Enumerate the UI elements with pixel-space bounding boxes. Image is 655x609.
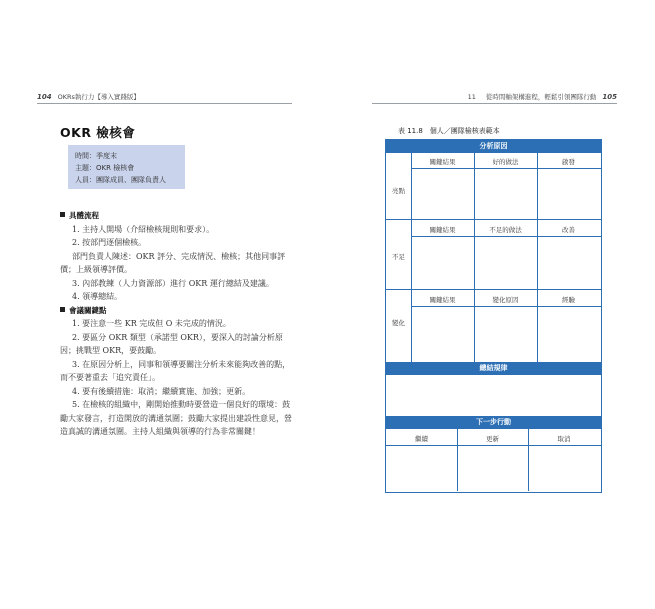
col-label-inspiration: 啟發 (562, 158, 575, 166)
process-paragraph: 2. 按部門逐個檢核。 (72, 238, 147, 247)
meeting-info-box (68, 145, 185, 189)
col-label-experience: 經驗 (562, 296, 575, 304)
process-section (60, 209, 292, 439)
right-page-header (468, 92, 617, 101)
book-title: OKRs執行力【導入實踐版】 (57, 93, 140, 101)
section-title: OKR 檢核會 (60, 125, 136, 140)
info-people: 人員：團隊成員、團隊負責人 (75, 176, 166, 184)
chapter-number: 11 (467, 93, 476, 101)
col-label-improve: 改善 (562, 226, 575, 234)
left-page-number: 104 (37, 93, 52, 101)
bullet-square-icon (60, 212, 65, 217)
key-points-heading: 會議關鍵點 (60, 304, 292, 318)
col-label-cancel: 取消 (557, 435, 571, 443)
review-template-table (385, 139, 602, 493)
process-paragraph: 3. 內部教練（人力資源部）進行 OKR 運行總結及建議。 (72, 278, 274, 288)
row-divider (411, 236, 601, 237)
row-divider (386, 445, 601, 446)
section-divider (386, 289, 601, 290)
next-steps-header: 下一步行動 (386, 416, 601, 429)
analysis-header: 分析原因 (386, 140, 601, 153)
process-paragraph: 1. 主持人開場（介紹檢核規則和要求）。 (72, 224, 215, 234)
col-label-shortfall: 不足的做法 (489, 226, 522, 234)
right-header-rule (372, 103, 617, 104)
table-caption: 表 11.8 個人／團隊檢核表範本 (398, 127, 500, 135)
left-header-rule (37, 103, 292, 104)
summary-header: 總結規律 (386, 362, 601, 375)
col-label-key-result: 關鍵結果 (429, 296, 456, 304)
row-label-shortfalls: 不足 (392, 253, 405, 261)
key-point-paragraph: 2. 要區分 OKR 類型（承諾型 OKR），要深入的討論分析原因；挑戰型 OKR，要鼓勵。 (60, 332, 283, 355)
col-label-update: 更新 (486, 435, 499, 443)
process-heading: 具體流程 (60, 209, 292, 223)
bullet-square-icon (60, 307, 65, 312)
chapter-title: 從時間軸架構進程，輕鬆引領團隊行動 (485, 93, 597, 101)
right-page-number: 105 (602, 93, 617, 101)
info-time: 時間：季度末 (75, 152, 117, 160)
section-divider (386, 219, 601, 220)
col-label-continue: 繼續 (415, 435, 428, 443)
col-label-key-result: 關鍵結果 (429, 226, 456, 234)
row-label-changes: 變化 (392, 319, 405, 327)
process-paragraph: 部門負責人陳述：OKR 評分、完成情況、檢核；其他同事評價；上級領導評價。 (60, 251, 286, 274)
col-label-change-reason: 變化原因 (492, 296, 519, 304)
row-divider (411, 168, 601, 169)
key-point-paragraph: 4. 要有後續措施：取消；繼續實施、加強；更新。 (72, 386, 251, 396)
col-label-good-practice: 好的做法 (492, 158, 519, 166)
column-divider (537, 153, 538, 362)
row-label-highlights: 亮點 (392, 187, 405, 195)
key-point-paragraph: 5. 在檢核的組織中，剛開始推動時要營造一個良好的環境：鼓勵大家發言，打造開放的溝通氛圍；鼓勵大家提出建設性意見，營造真誠的溝通氛圍。主持人組織與領導的行為非常關鍵！ (60, 400, 292, 436)
info-topic: 主題：OKR 檢核會 (75, 164, 135, 172)
process-paragraph: 4. 領導總結。 (72, 292, 123, 301)
key-point-paragraph: 3. 在原因分析上，同事和領導要關注分析未來能夠改善的點，而不要著重去「追究責任」。 (60, 359, 291, 382)
row-divider (411, 306, 601, 307)
col-label-key-result: 關鍵結果 (429, 158, 456, 166)
label-column-divider (411, 153, 412, 362)
key-point-paragraph: 1. 要注意一些 KR 完成但 O 未完成的情況。 (72, 319, 231, 328)
left-page-header (37, 92, 140, 101)
column-divider (474, 153, 475, 362)
